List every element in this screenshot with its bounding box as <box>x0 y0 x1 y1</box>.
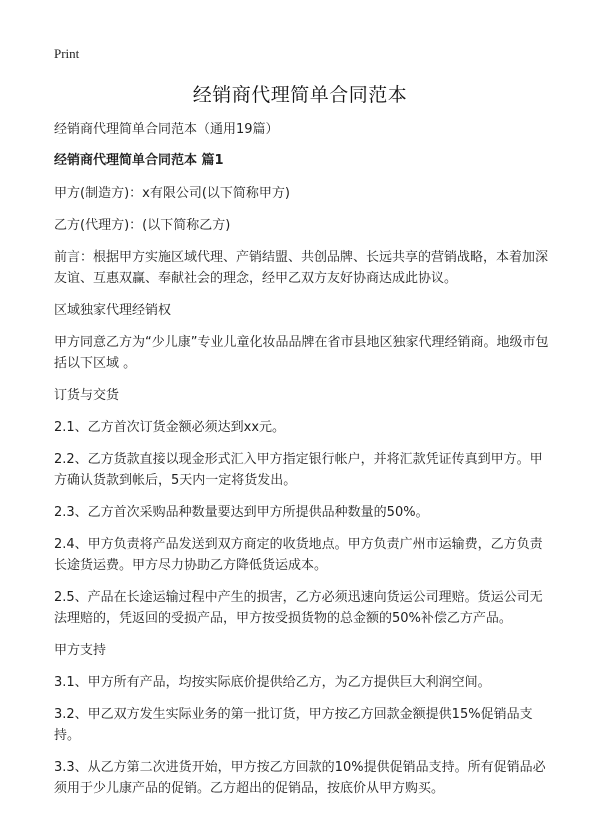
section-heading: 经销商代理简单合同范本 篇1 <box>54 153 224 168</box>
clause-heading-ordering: 订货与交货 <box>54 388 120 403</box>
clause-2-2: 2.2、乙方货款直接以现金形式汇入甲方指定银行帐户，并将汇款凭证传真到甲方。甲方确认货款到帐后，5天内一定将货发出。 <box>54 452 543 488</box>
document-subtitle: 经销商代理简单合同范本（通用19篇） <box>54 122 279 137</box>
clause-3-3: 3.3、从乙方第二次进货开始，甲方按乙方回款的10%提供促销品支持。所有促销品必须用于少儿康产品的促销。乙方超出的促销品，按底价从甲方购买。 <box>54 760 546 796</box>
clause-3-1: 3.1、甲方所有产品，均按实际底价提供给乙方，为乙方提供巨大利润空间。 <box>54 675 491 690</box>
page-title: 经销商代理简单合同范本 <box>192 84 408 106</box>
preface-paragraph: 前言：根据甲方实施区域代理、产销结盟、共创品牌、长远共享的营销战略，本着加深友谊、互惠双赢、奉献社会的理念，经甲乙双方友好协商达成此协议。 <box>54 250 549 286</box>
clause-3-2: 3.2、甲乙双方发生实际业务的第一批订货，甲方按乙方回款金额提供15%促销品支持。 <box>54 707 533 743</box>
clause-2-5: 2.5、产品在长途运输过程中产生的损害，乙方必须迅速向货运公司理赔。货运公司无法理赔的，凭返回的受损产品，甲方按受损货物的总金额的50%补偿乙方产品。 <box>54 590 543 626</box>
clause-heading-support: 甲方支持 <box>54 643 107 658</box>
exclusive-rights-paragraph: 甲方同意乙方为“少儿康”专业儿童化妆品品牌在省市县地区独家代理经销商。地级市包括以下区域 。 <box>54 335 549 371</box>
clause-heading-exclusive-rights: 区域独家代理经销权 <box>54 303 172 318</box>
party-a-line: 甲方(制造方)：x有限公司(以下简称甲方) <box>54 186 290 201</box>
document-body <box>54 119 554 810</box>
party-b-line: 乙方(代理方)：(以下简称乙方) <box>54 218 231 233</box>
clause-2-1: 2.1、乙方首次订货金额必须达到xx元。 <box>54 420 286 435</box>
clause-2-4: 2.4、甲方负责将产品发送到双方商定的收货地点。甲方负责广州市运输费，乙方负责长途货运费。甲方尽力协助乙方降低货运成本。 <box>54 537 543 573</box>
print-label: Print <box>54 46 80 61</box>
clause-2-3: 2.3、乙方首次采购品种数量要达到甲方所提供品种数量的50%。 <box>54 505 429 520</box>
